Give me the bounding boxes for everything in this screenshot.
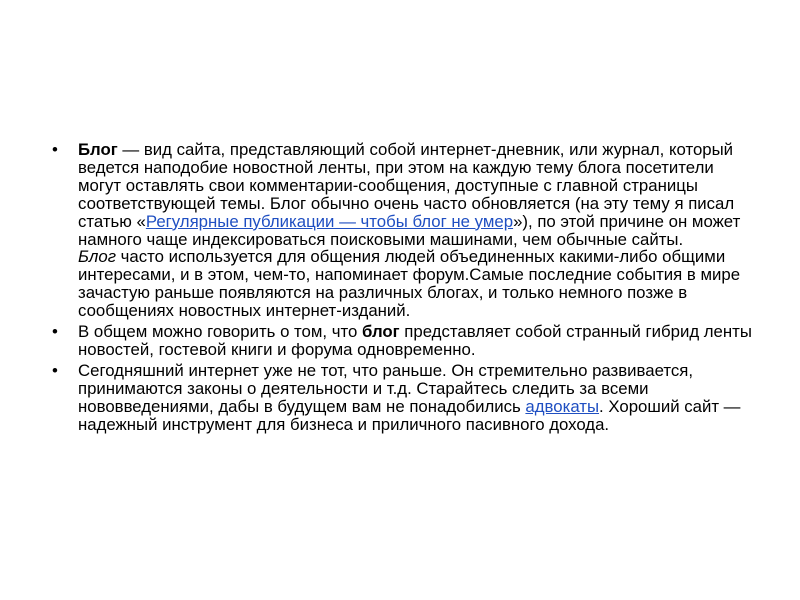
term-blog: блог [362,322,400,342]
text-segment: В общем можно говорить о том, что [78,322,362,342]
bullet-list [52,141,752,437]
bullet-text [78,140,740,320]
text-segment: Сегодняшний интернет уже не тот, что раньше. Он стремительно развивается, принимаются законы о деятельности и т.д. Старайтесь следить за всеми нововведениями, дабы в будущем вам не понадобились [78,360,693,416]
link-lawyers[interactable]: адвокаты [525,396,600,416]
link-regular-publications[interactable]: Регулярные публикации — чтобы блог не умер [145,211,514,231]
text-segment: часто используется для общения людей объединенных какими-либо общими интересами, и в этом, чем-то, напоминает форум.Самые последние события в мире зачастую раньше появляются на различных блогах, и только немного позже в сообщениях новостных интернет-изданий. [78,247,741,321]
bullet-item-blog-definition [52,141,752,320]
bullet-marker: • [52,140,58,159]
bullet-item-blog-hybrid [52,323,752,359]
bullet-text [78,322,752,359]
text-segment: — вид сайта, представляющий собой интернет-дневник, или журнал, который ведется наподобие новостной ленты, при этом на каждую тему блога посетители могут оставлять свои комментарии-сообщения, доступные с главной страницы соответствующей темы. Блог обычно очень часто обновляется (на эту тему я писал статью « [78,140,735,231]
text-segment: представляет собой странный гибрид ленты новостей, гостевой книги и форума одновременно. [78,322,752,359]
bullet-marker: • [52,322,58,342]
bullet-text [78,361,740,434]
text-segment: . Хороший сайт — надежный инструмент для бизнеса и приличного пасивного дохода. [78,396,741,434]
term-blog: Блог [78,140,118,159]
term-blog-italic: Блог [78,247,116,267]
bullet-item-internet-today [52,362,752,434]
text-segment: »), по этой причине он может намного чаще индексироваться поисковыми машинами, чем обычные сайты. [78,211,741,249]
bullet-marker: • [52,360,58,380]
